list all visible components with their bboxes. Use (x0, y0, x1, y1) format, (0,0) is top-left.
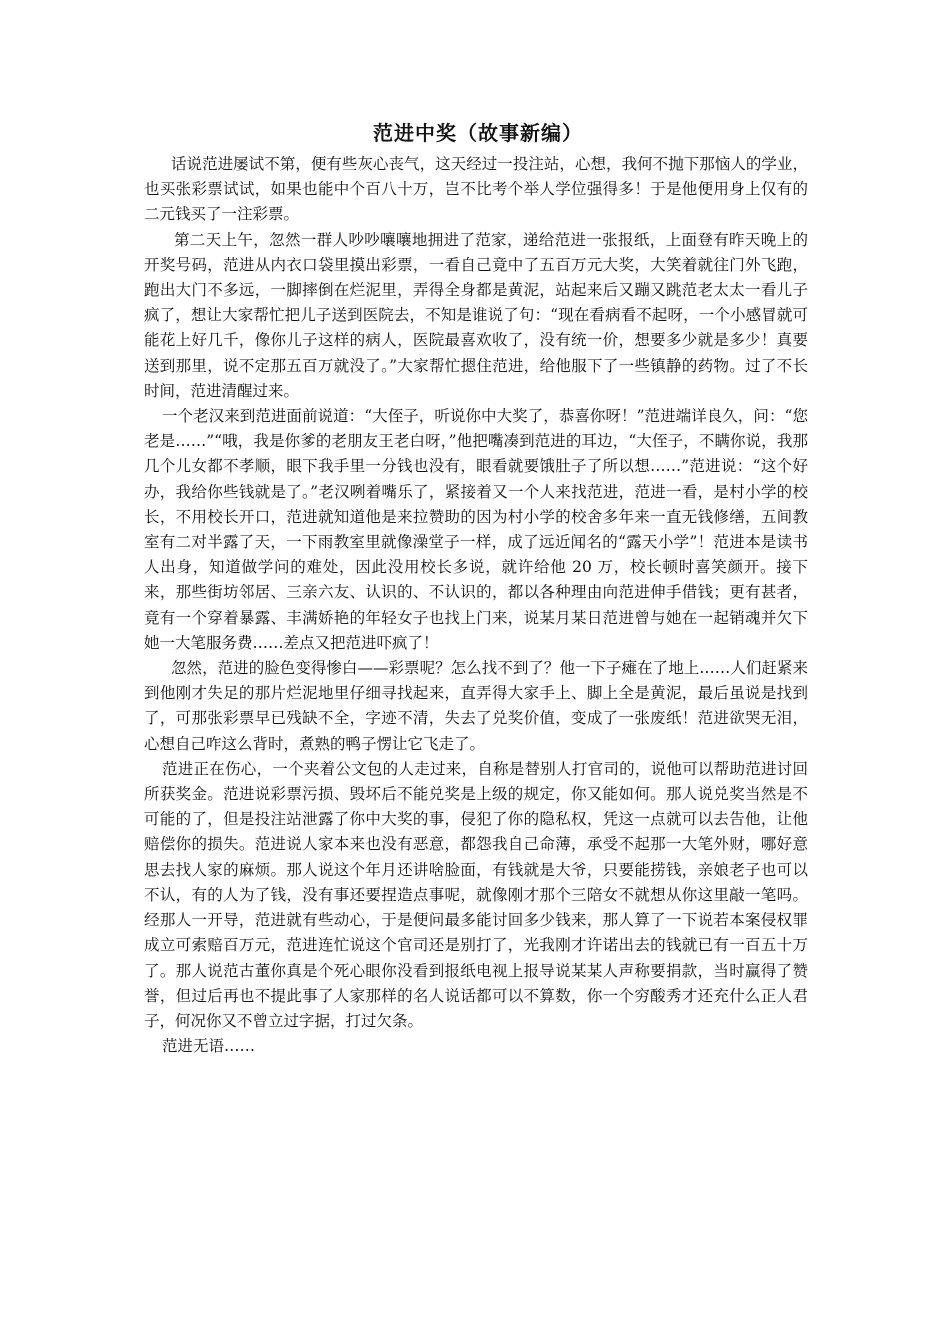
document-title: 范进中奖（故事新编） (373, 121, 583, 145)
paragraph-5: 范进正在伤心，一个夹着公文包的人走过来，自称是替别人打官司的，说他可以帮助范进讨回所获奖金。范进说彩票污损、毁坏后不能兑奖是上级的规定，你又能如何。那人说兑奖当然是不可能的了，但是投注站泄露了你中大奖的事，侵犯了你的隐私权，凭这一点就可以去告他，让他赔偿你的损失。范进说人家本来也没有恶意，都怨我自己命薄，承受不起那一大笔外财，哪好意思去找人家的麻烦。那人说这个年月还讲啥脸面，有钱就是大爷，只要能捞钱，亲娘老子也可以不认，有的人为了钱，没有事还要捏造点事呢，就像刚才那个三陪女不就想从你这里敲一笔吗。经那人一开导，范进就有些动心，于是便问最多能讨回多少钱来，那人算了一下说若本案侵权罪成立可索赔百万元，范进连忙说这个官司还是别打了，光我刚才许诺出去的钱就已有一百五十万了。那人说范古董你真是个死心眼你没看到报纸电视上报导说某某人声称要捐款，当时赢得了赞誉，但过后再也不提此事了人家那样的名人说话都可以不算数，你一个穷酸秀才还充什么正人君子，何况你又不曾立过字据，打过欠条。 (144, 759, 808, 1030)
paragraph-3: 一个老汉来到范进面前说道：“大侄子，听说你中大奖了，恭喜你呀！”范进端详良久，问：“您老是……”“哦，我是你爹的老朋友王老白呀，”他把嘴凑到范进的耳边，“大侄子，不瞒你说，我那几个儿女都不孝顺，眼下我手里一分钱也没有，眼看就要饿肚子了所以想……”范进说：“这个好办，我给你些钱就是了。”老汉咧着嘴乐了，紧接着又一个人来找范进，范进一看，是村小学的校长，不用校长开口，范进就知道他是来拉赞助的因为村小学的校舍多年来一直无钱修缮，五间教室有二对半露了天，一下雨教室里就像澡堂子一样，成了远近闻名的“露天小学”！范进本是读书人出身，知道做学问的难处，因此没用校长多说，就许给他 20 万，校长顿时喜笑颜开。接下来，那些街坊邻居、三亲六友、认识的、不认识的，都以各种理由向范进伸手借钱；更有甚者，竟有一个穿着暴露、丰满娇艳的年轻女子也找上门来，说某月某日范进曾与她在一起销魂并欠下她一大笔服务费……差点又把范进吓疯了！ (144, 407, 808, 652)
document-page (144, 118, 808, 1059)
paragraph-2: 第二天上午，忽然一群人吵吵嚷嚷地拥进了范家，递给范进一张报纸，上面登有昨天晚上的开奖号码，范进从内衣口袋里摸出彩票，一看自己竟中了五百万元大奖，大笑着就往门外飞跑，跑出大门不多远，一脚摔倒在烂泥里，弄得全身都是黄泥，站起来后又蹦又跳范老太太一看儿子疯了，想让大家帮忙把儿子送到医院去，不知是谁说了句：“现在看病看不起呀，一个小感冒就可能花上好几千，像你儿子这样的病人，医院最喜欢收了，没有统一价，想要多少就是多少！真要送到那里，说不定那五百万就没了。”大家帮忙摁住范进，给他服下了一些镇静的药物。过了不长时间，范进清醒过来。 (144, 230, 808, 400)
paragraph-6: 范进无语…… (162, 1037, 256, 1056)
paragraph-4: 忽然，范进的脸色变得惨白——彩票呢？怎么找不到了？他一下子瘫在了地上……人们赶紧来到他刚才失足的那片烂泥地里仔细寻找起来，直弄得大家手上、脚上全是黄泥，最后虽说是找到了，可那张彩票早已残缺不全，字迹不清，失去了兑奖价值，变成了一张废纸！范进欲哭无泪，心想自己咋这么背时，煮熟的鸭子愣让它飞走了。 (144, 659, 808, 753)
paragraph-1: 话说范进屡试不第，便有些灰心丧气，这天经过一投注站，心想，我何不抛下那恼人的学业，也买张彩票试试，如果也能中个百八十万，岂不比考个举人学位强得多！于是他便用身上仅有的二元钱买了一注彩票。 (144, 155, 808, 224)
